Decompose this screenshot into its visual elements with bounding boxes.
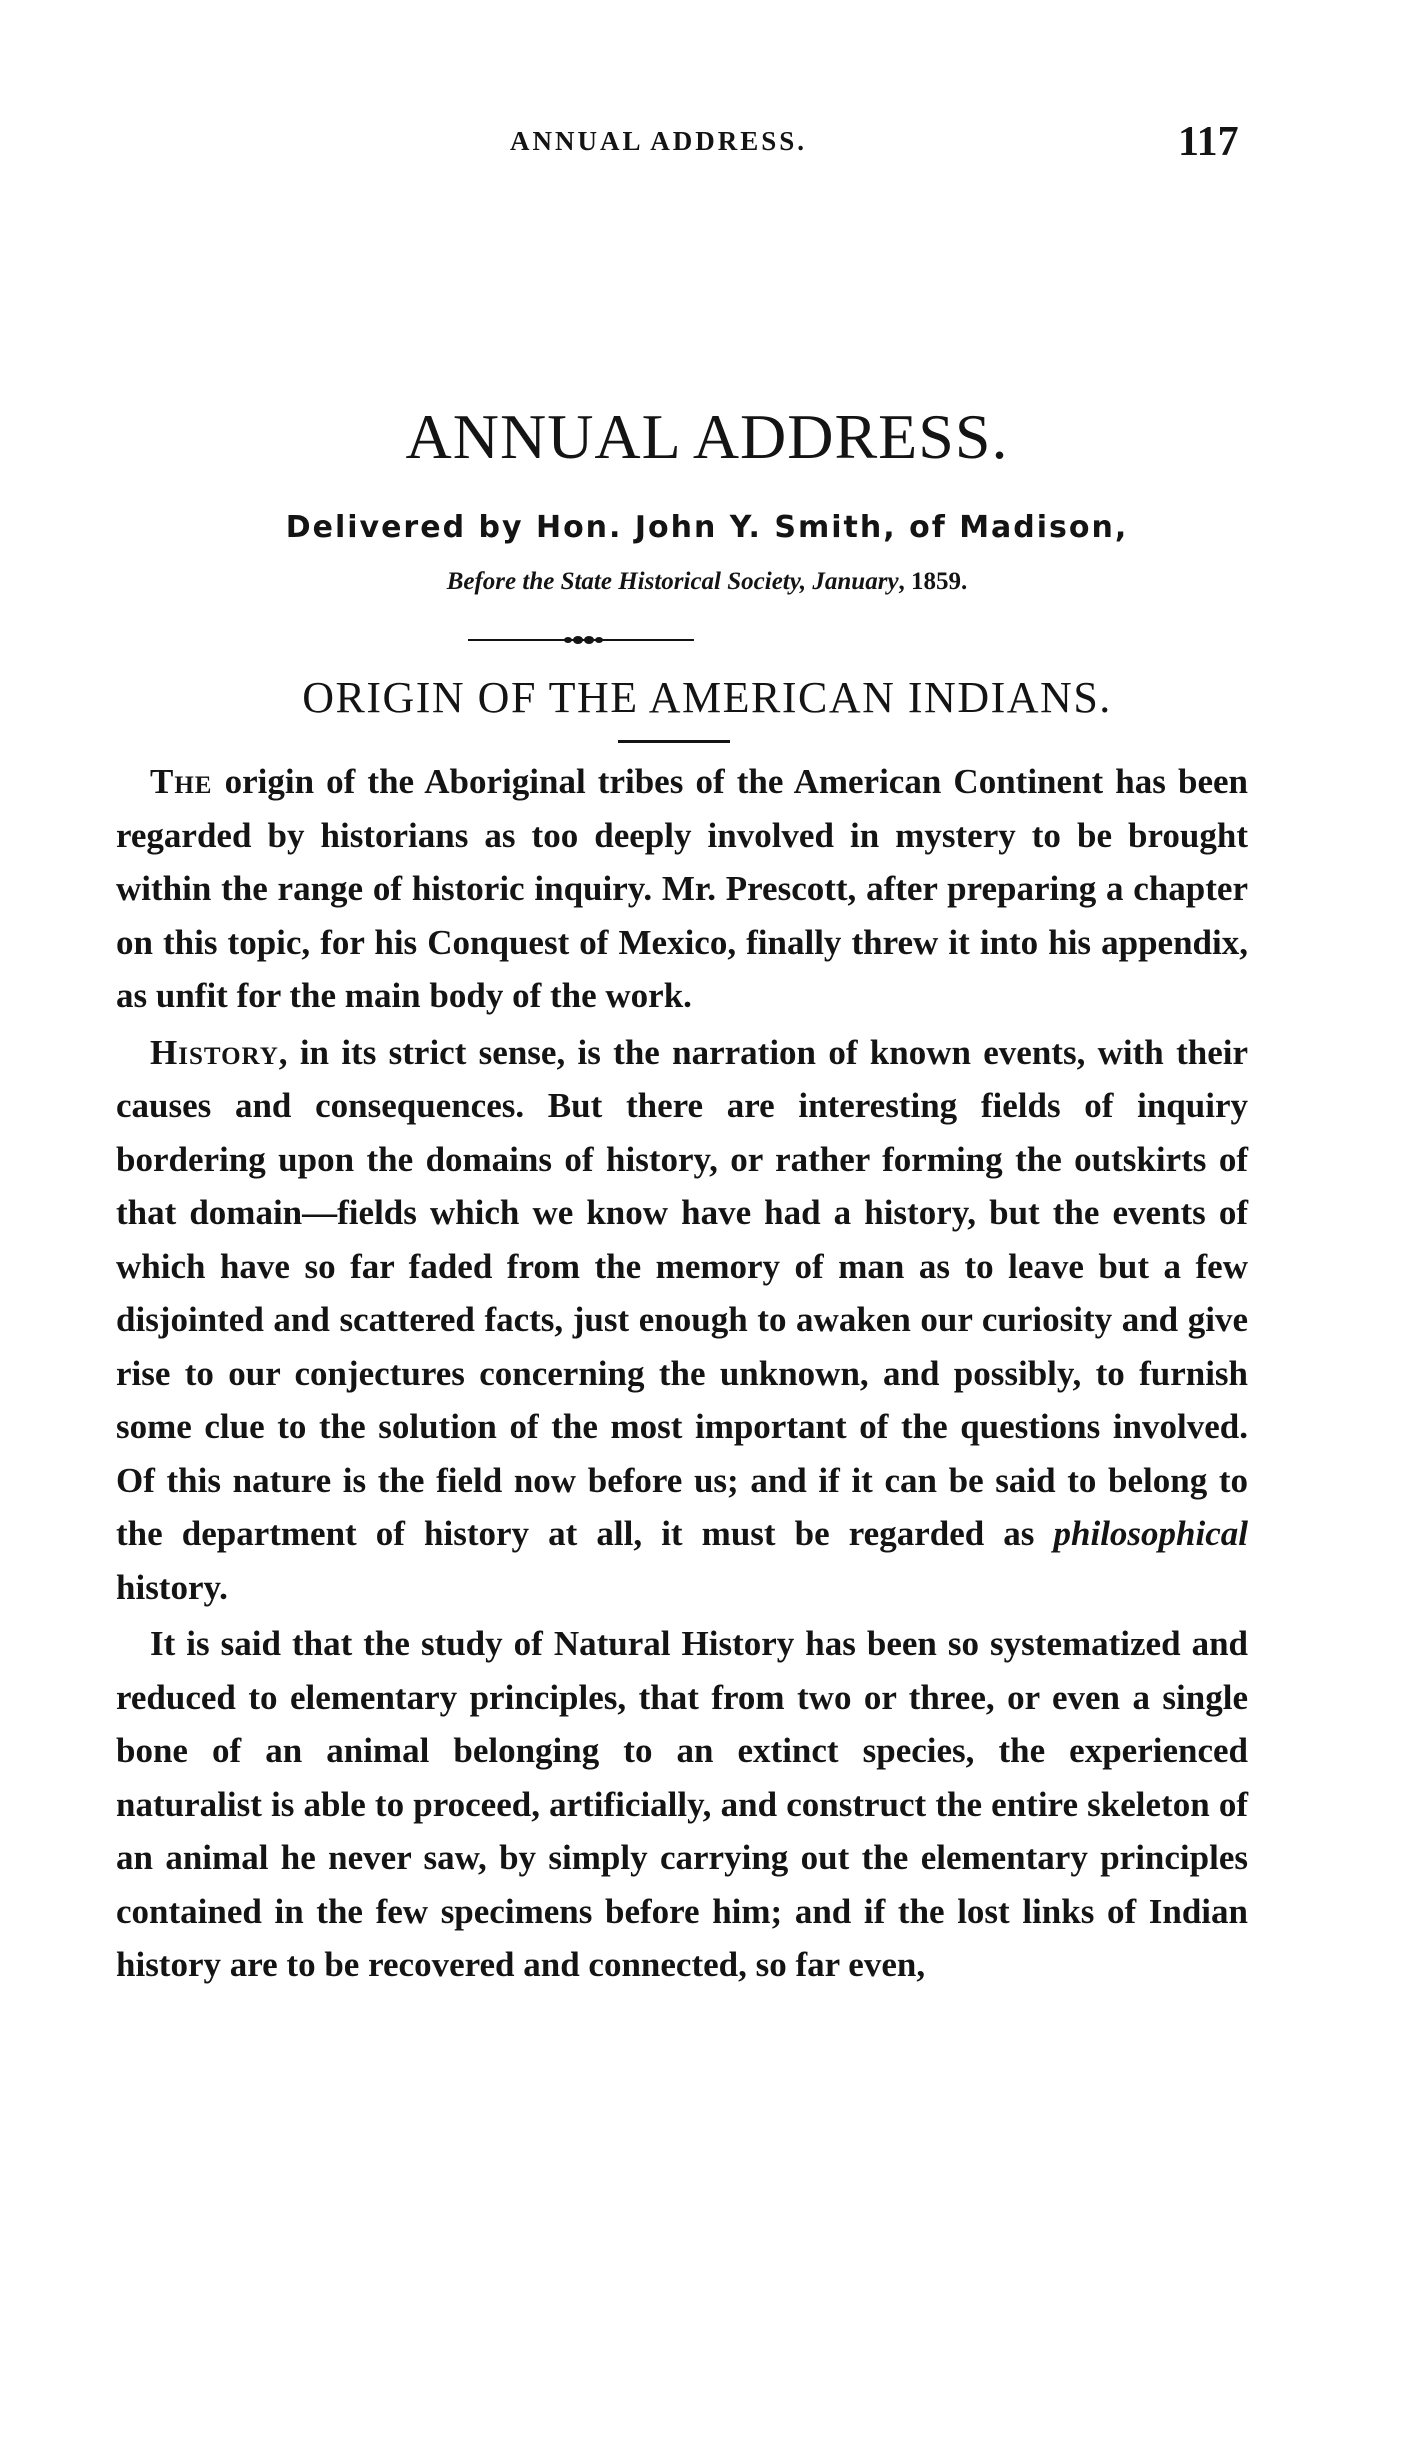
section-title: ORIGIN OF THE AMERICAN INDIANS.: [302, 673, 1112, 722]
paragraph-2-text-end: history.: [116, 1567, 228, 1607]
running-head-title: ANNUAL ADDRESS.: [510, 126, 808, 156]
occasion-year: , 1859.: [898, 568, 968, 595]
paragraph-3-text: It is said that the study of Natural History has been so systematized and reduced to elementary principles, that from two or three, or even a single bone of an animal belonging to an extinct species, the experienced naturalist is able to proceed, artificially, and construct the entire skeleton of an animal he never saw, by simply carrying out the elementary principles contained in the few specimens before him; and if the lost links of Indian history are to be recovered and connected, so far even,: [116, 1624, 1248, 1984]
byline: Delivered by Hon. John Y. Smith, of Madison,: [285, 510, 1129, 545]
paragraph-2: [116, 1026, 1248, 1615]
page-number: 117: [1178, 119, 1239, 165]
paragraph-2-text: , in its strict sense, is the narration of known events, with their causes and consequences. But there are interesting fields of inquiry bordering upon the domains of history, or rather forming the outskirts of that domain—fields which we know have had a history, but the events of which have so far faded from the memory of man as to leave but a few disjointed and scattered facts, just enough to awaken our curiosity and give rise to our conjectures concerning the unknown, and possibly, to furnish some clue to the solution of the most important of the questions involved. Of this nature is the field now before us; and if it can be said to belong to the department of history at all, it must be regarded as: [116, 1032, 1248, 1553]
paragraph-3: [116, 1617, 1248, 1992]
paragraph-1: [116, 755, 1248, 1023]
paragraph-1-lead-in: The: [150, 762, 213, 801]
address-title: ANNUAL ADDRESS.: [405, 401, 1009, 472]
body-text: [116, 755, 1248, 1992]
paragraph-2-lead-in: History: [150, 1032, 279, 1072]
occasion-prefix: Before the State Historical Society, January: [446, 568, 899, 595]
occasion-line: [0, 568, 1414, 596]
paragraph-1-text: origin of the Aboriginal tribes of the American Continent has been regarded by historians as too deeply involved in mystery to be brought within the range of historic inquiry. Mr. Prescott, after preparing a chapter on this topic, for his Conquest of Mexico, finally threw it into his appendix, as unfit for the main body of the work.: [116, 762, 1248, 1015]
ornamental-rule-graphic: [468, 634, 694, 646]
short-rule: [618, 740, 730, 743]
paragraph-2-emphasis: philosophical: [1053, 1514, 1248, 1553]
running-head: [0, 119, 1414, 176]
ornamental-rule: [468, 634, 694, 646]
